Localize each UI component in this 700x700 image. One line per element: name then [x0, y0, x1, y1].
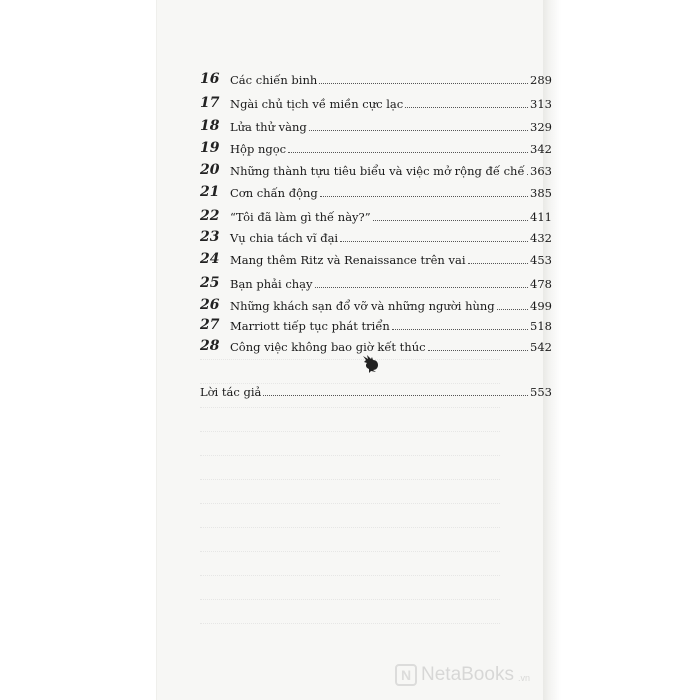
page-number: 329 [530, 120, 552, 134]
page-number: 342 [530, 142, 552, 156]
page-number: 289 [530, 73, 552, 87]
watermark-suffix: .vn [517, 673, 530, 683]
page-number: 542 [530, 340, 552, 354]
dot-leader [309, 129, 528, 131]
chapter-number: 22 [200, 208, 220, 224]
dot-leader [392, 328, 528, 330]
chapter-number: 16 [200, 71, 220, 87]
toc-entry [200, 115, 552, 135]
chapter-number: 23 [200, 229, 220, 245]
dot-leader [319, 82, 528, 84]
dot-leader [527, 173, 529, 175]
page-number: 432 [530, 231, 552, 245]
toc-entry [200, 181, 552, 201]
chapter-title: Mang thêm Ritz và Renaissance trên vai [230, 253, 466, 267]
chapter-title: Những khách sạn đổ vỡ và những người hùng [230, 299, 495, 313]
toc-entry [200, 159, 552, 179]
dot-leader [320, 195, 528, 197]
chapter-number: 28 [200, 338, 220, 354]
chapter-title: Bạn phải chạy [230, 277, 313, 291]
chapter-title: Các chiến binh [230, 73, 318, 87]
chapter-title: “Tôi đã làm gì thế này?” [230, 210, 371, 224]
toc-entry [200, 314, 552, 334]
page-number: 363 [530, 164, 552, 178]
page-number: 453 [530, 253, 552, 267]
page-number: 385 [530, 186, 552, 200]
chapter-title: Lửa thử vàng [230, 120, 307, 134]
chapter-number: 25 [200, 275, 220, 291]
chapter-number: 27 [200, 317, 220, 333]
chapter-title: Công việc không bao giờ kết thúc [230, 340, 426, 354]
page-number: 499 [530, 299, 552, 313]
dot-leader [373, 219, 528, 221]
afterword-title: Lời tác giả [200, 385, 262, 399]
dot-leader [497, 308, 528, 310]
page-number: 411 [530, 210, 552, 224]
dot-leader [428, 349, 528, 351]
chapter-number: 17 [200, 95, 220, 111]
chapter-number: 18 [200, 118, 220, 134]
toc-entry-afterword [200, 380, 552, 400]
chapter-title: Hộp ngọc [230, 142, 287, 156]
toc-entry [200, 226, 552, 246]
page-number: 478 [530, 277, 552, 291]
griffin-ornament-icon [360, 352, 382, 374]
dot-leader [405, 106, 528, 108]
dot-leader [340, 240, 528, 242]
toc-entry [200, 68, 552, 88]
chapter-number: 20 [200, 162, 220, 178]
chapter-number: 19 [200, 140, 220, 156]
dot-leader [263, 394, 528, 396]
page-number: 553 [530, 385, 552, 399]
chapter-number: 26 [200, 297, 220, 313]
chapter-title: Vụ chia tách vĩ đại [230, 231, 339, 245]
netabooks-logo-icon: N [395, 664, 417, 686]
toc-entry [200, 137, 552, 157]
page-number: 518 [530, 319, 552, 333]
toc-entry [200, 272, 552, 292]
toc-entry [200, 205, 552, 225]
chapter-title: Ngài chủ tịch về miền cực lạc [230, 97, 404, 111]
watermark-text: NetaBooks [421, 664, 514, 685]
dot-leader [288, 151, 528, 153]
chapter-title: Marriott tiếp tục phát triển [230, 319, 390, 333]
dot-leader [315, 286, 529, 288]
page-number: 313 [530, 97, 552, 111]
chapter-title: Cơn chấn động [230, 186, 318, 200]
chapter-number: 21 [200, 184, 220, 200]
netabooks-watermark [395, 664, 530, 686]
chapter-number: 24 [200, 251, 220, 267]
chapter-title: Những thành tựu tiêu biểu và việc mở rộng đế chế [230, 164, 525, 178]
toc-entry [200, 248, 552, 268]
toc-entry [200, 92, 552, 112]
dot-leader [468, 262, 529, 264]
toc-entry [200, 294, 552, 314]
